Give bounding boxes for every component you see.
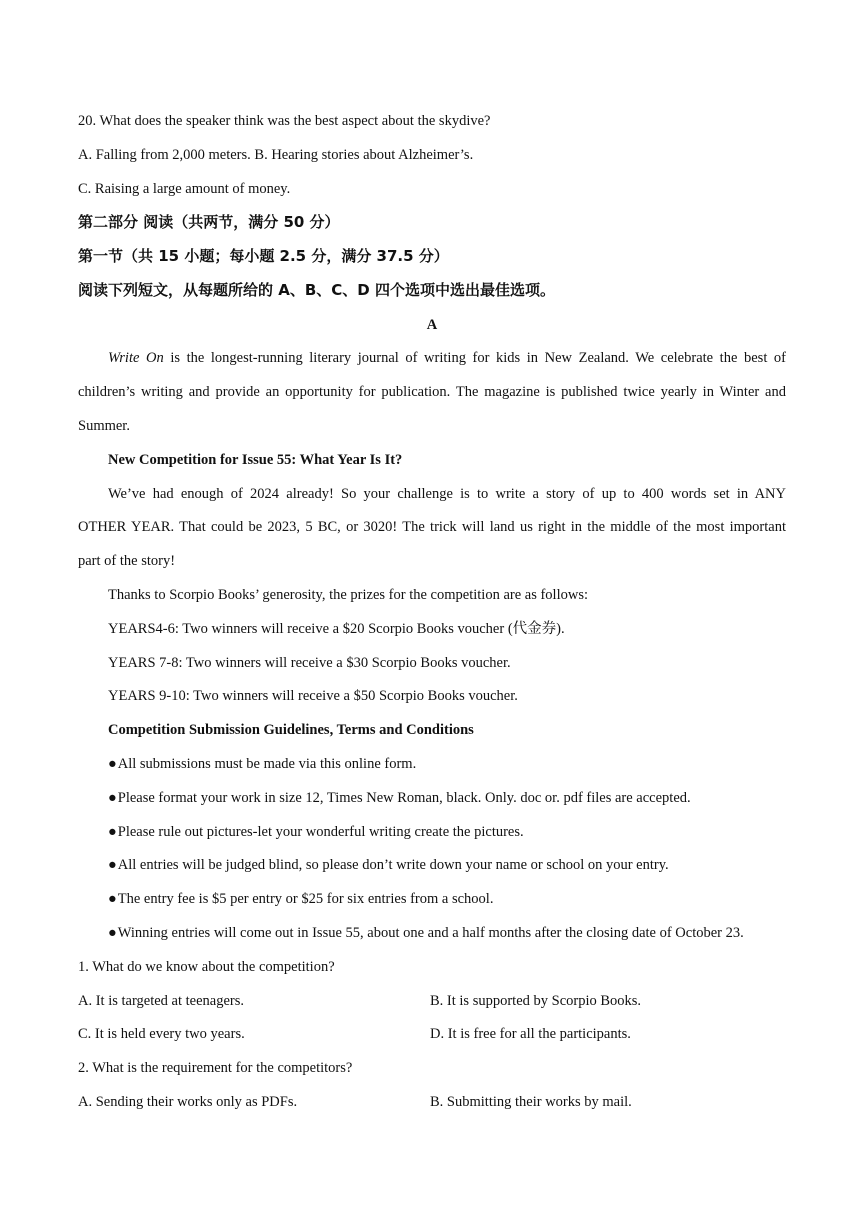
bullet-icon: ● — [108, 925, 117, 941]
bullet-icon: ● — [108, 790, 117, 806]
question-1-option-d: D. It is free for all the participants. — [430, 1026, 631, 1042]
passage-p2-line-3: part of the story! — [78, 553, 176, 569]
question-1-stem: 1. What do we know about the competition? — [78, 959, 335, 975]
rule-text: Please rule out pictures-let your wonderful writing create the pictures. — [117, 824, 524, 840]
competition-heading: New Competition for Issue 55: What Year Is It? — [108, 452, 403, 468]
prize-years-4-6: YEARS4-6: Two winners will receive a $20 Scorpio Books voucher (代金券). — [108, 621, 565, 637]
prizes-intro: Thanks to Scorpio Books’ generosity, the prizes for the competition are as follows: — [108, 587, 589, 603]
part-2-title: 第二部分 阅读（共两节，满分 50 分） — [78, 213, 340, 231]
question-20-option-c: C. Raising a large amount of money. — [78, 181, 291, 197]
question-1-option-c: C. It is held every two years. — [78, 1026, 245, 1042]
passage-p2-line-2: OTHER YEAR. That could be 2023, 5 BC, or 3020! The trick will land us right in the middle of the most important — [78, 519, 786, 535]
question-20-options-ab: A. Falling from 2,000 meters. B. Hearing stories about Alzheimer’s. — [78, 147, 474, 163]
rule-item — [108, 754, 786, 774]
rule-item — [108, 822, 786, 842]
question-1-option-b: B. It is supported by Scorpio Books. — [430, 993, 642, 1009]
rule-item — [108, 889, 786, 909]
passage-p1-line-2: children’s writing and provide an opportunity for publication. The magazine is published twice yearly in Winter and — [78, 384, 786, 400]
guidelines-heading: Competition Submission Guidelines, Terms and Conditions — [108, 722, 474, 738]
question-2-stem: 2. What is the requirement for the competitors? — [78, 1060, 353, 1076]
question-2-option-a: A. Sending their works only as PDFs. — [78, 1094, 298, 1110]
passage-p2-line-1: We’ve had enough of 2024 already! So your challenge is to write a story of up to 400 words set in ANY — [108, 486, 786, 502]
rule-item — [108, 855, 786, 875]
question-1-option-a: A. It is targeted at teenagers. — [78, 993, 245, 1009]
rule-text: All submissions must be made via this online form. — [117, 756, 417, 772]
rule-item — [108, 788, 786, 808]
section-1-title: 第一节（共 15 小题；每小题 2.5 分，满分 37.5 分） — [78, 247, 449, 265]
reading-instruction: 阅读下列短文，从每题所给的 A、B、C、D 四个选项中选出最佳选项。 — [78, 281, 555, 299]
passage-p1-line-1-text: is the longest-running literary journal of writing for kids in New Zealand. We celebrate the best of — [163, 350, 787, 366]
bullet-icon: ● — [108, 756, 117, 772]
rule-text: Please format your work in size 12, Times New Roman, black. Only. doc or. pdf files are accepted. — [117, 790, 691, 806]
prize-years-9-10: YEARS 9-10: Two winners will receive a $50 Scorpio Books voucher. — [108, 688, 518, 704]
passage-p1-line-1 — [108, 348, 786, 368]
passage-label: A — [426, 317, 438, 333]
rule-text: Winning entries will come out in Issue 55, about one and a half months after the closing date of October 23. — [117, 925, 744, 941]
journal-name: Write On — [108, 350, 164, 366]
question-2-option-b: B. Submitting their works by mail. — [430, 1094, 632, 1110]
bullet-icon: ● — [108, 824, 117, 840]
passage-p1-line-3: Summer. — [78, 418, 130, 434]
rule-text: The entry fee is $5 per entry or $25 for six entries from a school. — [117, 891, 494, 907]
question-20-stem: 20. What does the speaker think was the best aspect about the skydive? — [78, 113, 491, 129]
prize-years-7-8: YEARS 7-8: Two winners will receive a $30 Scorpio Books voucher. — [108, 655, 511, 671]
rule-text: All entries will be judged blind, so please don’t write down your name or school on your entry. — [117, 857, 669, 873]
bullet-icon: ● — [108, 857, 117, 873]
bullet-icon: ● — [108, 891, 117, 907]
rule-item — [108, 923, 786, 943]
